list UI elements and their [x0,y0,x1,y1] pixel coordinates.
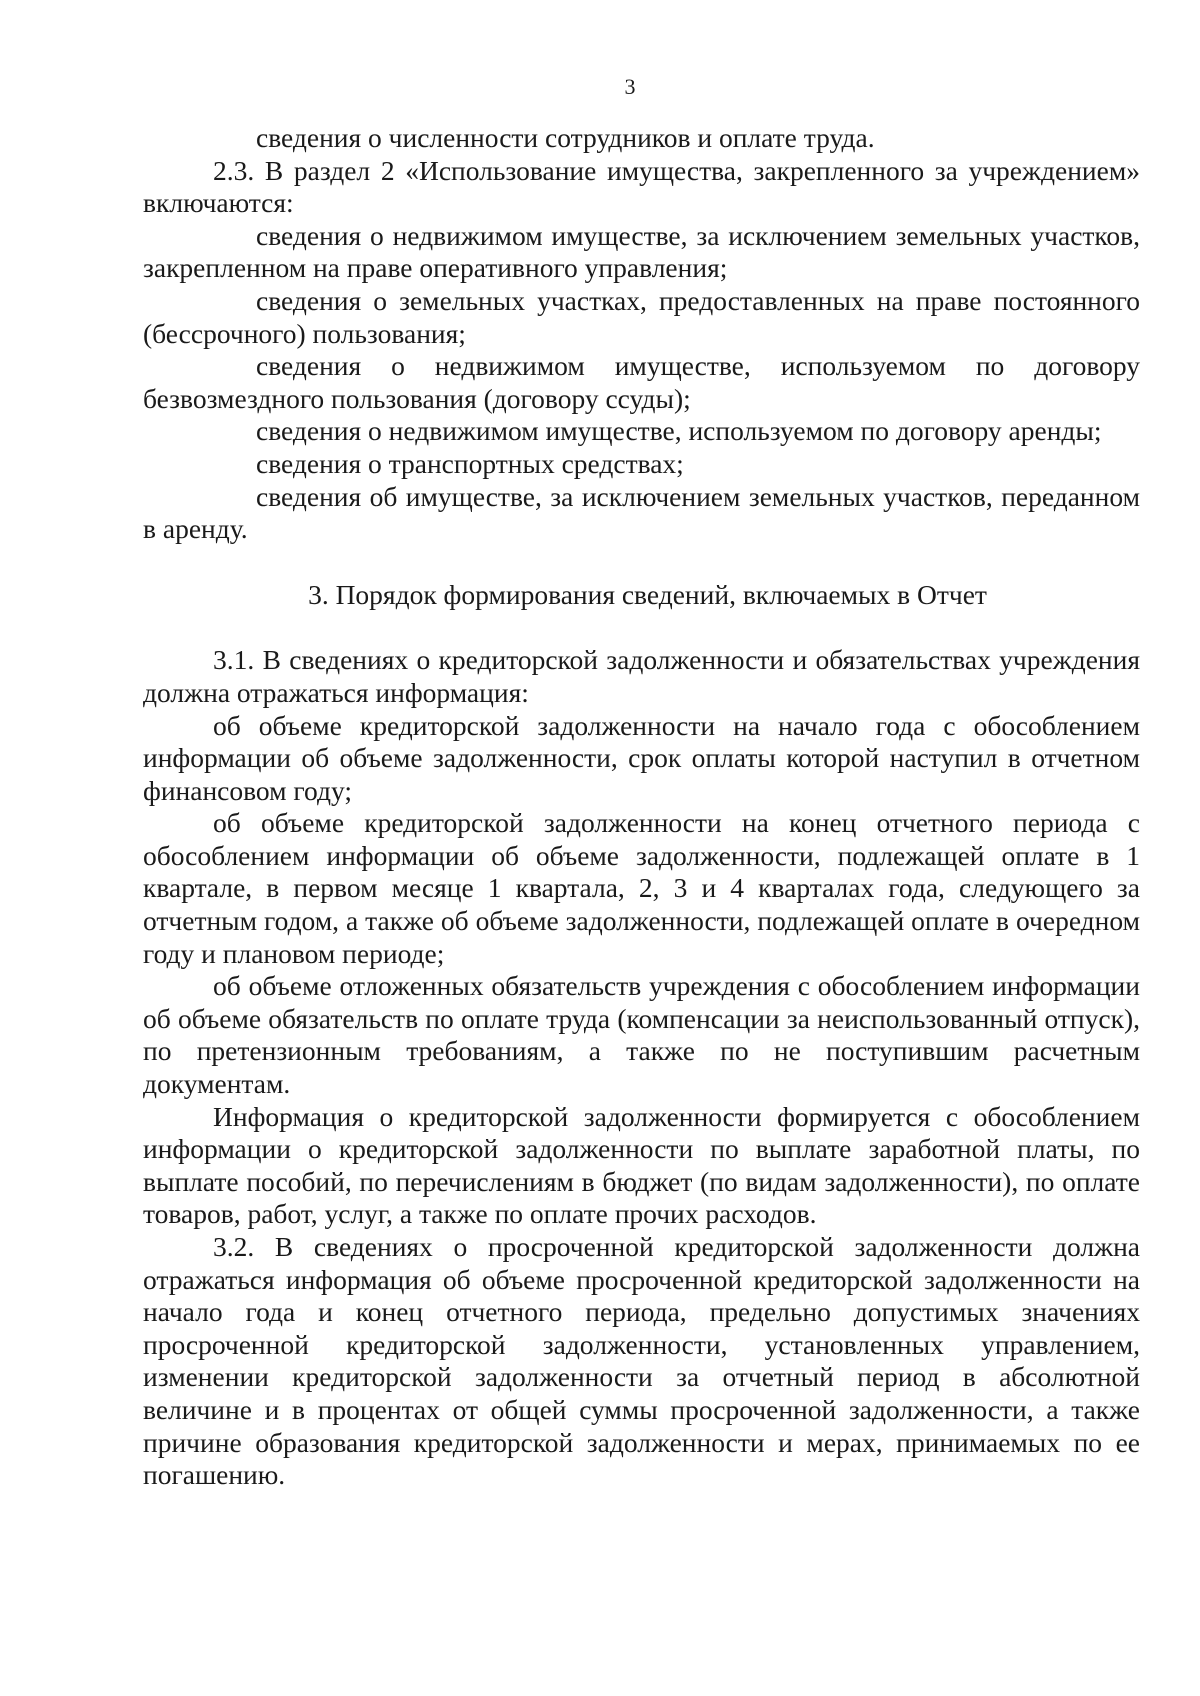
paragraph: сведения о недвижимом имуществе, за исключением земельных участков, закрепленном на праве оперативного управления; [143,219,1140,284]
paragraph: сведения об имуществе, за исключением земельных участков, переданном в аренду. [143,480,1140,545]
paragraph: сведения о транспортных средствах; [256,447,684,479]
document-body [143,122,1140,1492]
paragraph: сведения о недвижимом имуществе, используемом по договору безвозмездного пользования (договору ссуды); [143,350,1140,414]
paragraph: Информация о кредиторской задолженности формируется с обособлением информации о кредиторской задолженности по выплате заработной платы, по выплате пособий, по перечислениям в бюджет (по видам задолженности), по оплате товаров, работ, услуг, а также по оплате прочих расходов. [143,1100,1140,1230]
paragraph-3-2: 3.2. В сведениях о просроченной кредиторской задолженности должна отражаться информация об объеме просроченной кредиторской задолженности на начало года и конец отчетного периода, предельно допустимых значениях просроченной кредиторской задолженности, установленных управлением, изменении кредиторской задолженности за отчетный период в абсолютной величине и в процентах от общей суммы просроченной задолженности, а также причине образования кредиторской задолженности и мерах, принимаемых по ее погашению. [143,1231,1140,1491]
paragraph: об объеме кредиторской задолженности на начало года с обособлением информации об объеме задолженности, срок оплаты которой наступил в отчетном финансовом году; [143,709,1140,806]
paragraph: об объеме кредиторской задолженности на конец отчетного периода с обособлением информации об объеме задолженности, подлежащей оплате в 1 квартале, в первом месяце 1 квартала, 2, 3 и 4 кварталах года, следующего за отчетным годом, а также об объеме задолженности, подлежащей оплате в очередном году и плановом периоде; [143,807,1140,969]
section-heading: 3. Порядок формирования сведений, включаемых в Отчет [308,578,987,610]
paragraph: сведения о земельных участках, предоставленных на праве постоянного (бессрочного) пользования; [143,284,1140,349]
page-number: 3 [624,74,636,99]
paragraph-3-1: 3.1. В сведениях о кредиторской задолженности и обязательствах учреждения должна отражаться информация: [143,644,1140,708]
paragraph: сведения о численности сотрудников и оплате труда. [256,122,875,153]
paragraph: сведения о недвижимом имуществе, используемом по договору аренды; [256,415,1102,447]
paragraph: об объеме отложенных обязательств учреждения с обособлением информации об объеме обязательств по оплате труда (компенсации за неиспользованный отпуск), по претензионным требованиям, а также по не поступившим расчетным документам. [143,970,1140,1100]
paragraph-2-3: 2.3. В раздел 2 «Использование имущества, закрепленного за учреждением» включаются: [143,154,1140,219]
